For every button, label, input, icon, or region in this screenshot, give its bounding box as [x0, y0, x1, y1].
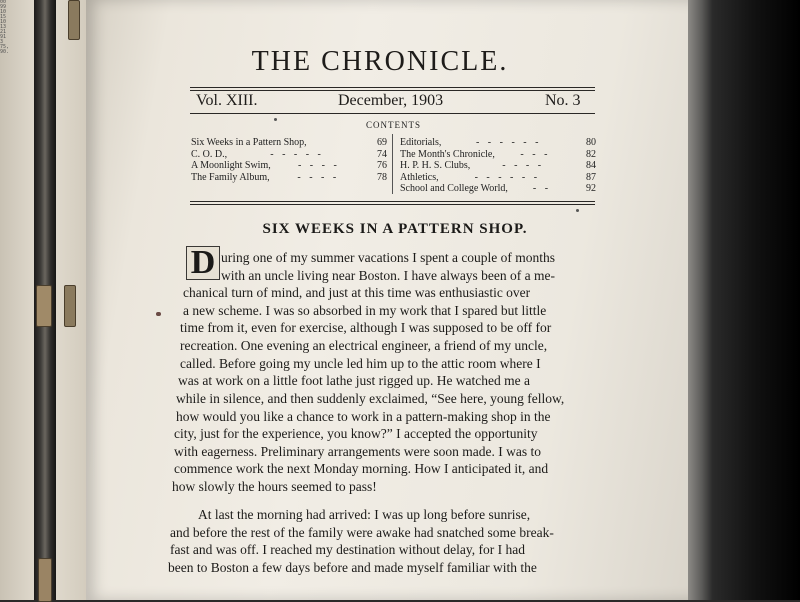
contents-entry-leader: - - - -: [297, 171, 340, 183]
contents-entry-page: 78: [377, 171, 387, 183]
contents-entry-page: 80: [586, 137, 596, 148]
contents-entry-title: C. O. D.,: [191, 148, 228, 160]
article-line: called. Before going my uncle led him up to the attic room where I: [180, 356, 541, 371]
left-margin-text: [0, 0, 14, 120]
article-line: been to Boston a few days before and made myself familiar with the: [168, 560, 537, 575]
margin-fragment: 91: [0, 34, 7, 40]
contents-entry: [400, 160, 596, 172]
contents-entry-leader: - - - - -: [270, 148, 324, 160]
contents-entry-leader: - - - - - -: [474, 171, 541, 183]
masthead-title: THE CHRONICLE.: [251, 46, 509, 77]
contents-entry-title: H. P. H. S. Clubs,: [400, 160, 471, 171]
margin-fragment: 10: [0, 9, 7, 15]
contents-entry-title: A Moonlight Swim,: [191, 160, 271, 171]
binding-clip: [64, 285, 76, 327]
contents-entry: [400, 149, 596, 161]
contents-entry-title: The Family Album,: [191, 171, 270, 183]
header-rule: [190, 87, 595, 88]
article-line: commence work the next Monday morning. How I anticipated it, and: [174, 461, 549, 476]
contents-entry-page: 92: [586, 183, 596, 194]
margin-fragment: 90.: [0, 49, 10, 55]
contents-entry: [400, 183, 596, 195]
margin-fragment: 3: [0, 39, 4, 45]
contents-entry-leader: - - - -: [297, 160, 340, 171]
article-line: fast and was off. I reached my destination without delay, for I had: [170, 542, 526, 557]
contents-entry-leader: - -: [532, 183, 552, 194]
issue-number: No. 3: [545, 92, 581, 109]
contents-entry: [400, 172, 596, 184]
contents-rule: [190, 204, 595, 205]
contents-entry-title: The Month's Chronicle,: [400, 148, 495, 160]
article-line: At last the morning had arrived: I was up long before sunrise,: [198, 507, 531, 522]
article-line: chanical turn of mind, and just at this time was enthusiastic over: [183, 285, 531, 300]
article-line: with an uncle living near Boston. I have always been of a me-: [221, 268, 556, 283]
binding-clip: [36, 285, 52, 327]
article-title: SIX WEEKS IN A PATTERN SHOP.: [262, 221, 528, 237]
contents-column-right: [400, 137, 596, 195]
contents-entry-page: 69: [377, 137, 387, 148]
contents-entry-page: 76: [377, 160, 387, 171]
issue-volume: Vol. XIII.: [196, 92, 258, 109]
contents-entry-title: Six Weeks in a Pattern Shop,: [191, 137, 307, 148]
page-stack-edge: [688, 0, 800, 600]
article-line: was at work on a little foot lathe just rigged up. He watched me a: [178, 373, 531, 388]
article-line: time from it, even for exercise, although I was supposed to be off for: [180, 320, 552, 335]
article-line: with eagerness. Preliminary arrangements were soon made. I was to: [174, 444, 542, 459]
contents-entry: [191, 160, 387, 172]
header-rule: [190, 90, 595, 91]
contents-divider: [392, 134, 393, 194]
ink-speck: [156, 312, 161, 316]
margin-fragment: 10: [0, 19, 7, 25]
contents-entry: [191, 137, 387, 149]
article-line: how slowly the hours seemed to pass!: [172, 479, 377, 494]
contents-entry-title: School and College World,: [400, 183, 508, 194]
contents-entry: [400, 137, 596, 149]
contents-entry: [191, 172, 387, 184]
article-line: recreation. One evening an electrical engineer, a friend of my uncle,: [180, 338, 548, 353]
contents-entry-leader: [307, 137, 367, 149]
contents-entry-page: 84: [586, 160, 596, 171]
margin-fragment: 99: [0, 4, 7, 10]
ink-speck: [576, 209, 579, 212]
article-line: a new scheme. I was so absorbed in my work that I spared but little: [183, 303, 547, 318]
article-line: and before the rest of the family were awake had snatched some break-: [170, 525, 554, 540]
contents-entry-leader: - - -: [520, 148, 551, 160]
contents-entry-page: 82: [586, 148, 596, 160]
contents-entry-page: 74: [377, 148, 387, 160]
margin-fragment: 15: [0, 14, 7, 20]
contents-rule: [190, 201, 595, 202]
margin-fragment: 21: [0, 29, 7, 35]
binding-clip: [68, 0, 80, 40]
ink-speck: [274, 118, 277, 121]
contents-entry-leader: - - - - - -: [475, 137, 542, 148]
contents-entry: [191, 149, 387, 161]
article-line: city, just for the experience, you know?” I accepted the opportunity: [174, 426, 538, 441]
binding-clip: [38, 558, 52, 602]
article-line: while in silence, and then suddenly exclaimed, “See here, young fellow,: [176, 391, 565, 406]
margin-fragment: 00: [0, 0, 7, 5]
article-dropcap: D: [186, 246, 220, 280]
contents-entry-title: Editorials,: [400, 137, 442, 148]
contents-entry-page: 87: [586, 171, 596, 183]
article-line: how would you like a chance to work in a pattern-making shop in the: [176, 409, 551, 424]
article-line: uring one of my summer vacations I spent a couple of months: [221, 250, 556, 265]
contents-entry-leader: - - - -: [502, 160, 545, 171]
issue-date: December, 1903: [338, 92, 444, 109]
issue-rule: [190, 113, 595, 114]
margin-fragment: 75,: [0, 44, 10, 50]
contents-entry-title: Athletics,: [400, 171, 439, 183]
contents-heading: CONTENTS: [366, 120, 421, 130]
margin-fragment: 13: [0, 24, 7, 30]
contents-column-left: [191, 137, 387, 183]
